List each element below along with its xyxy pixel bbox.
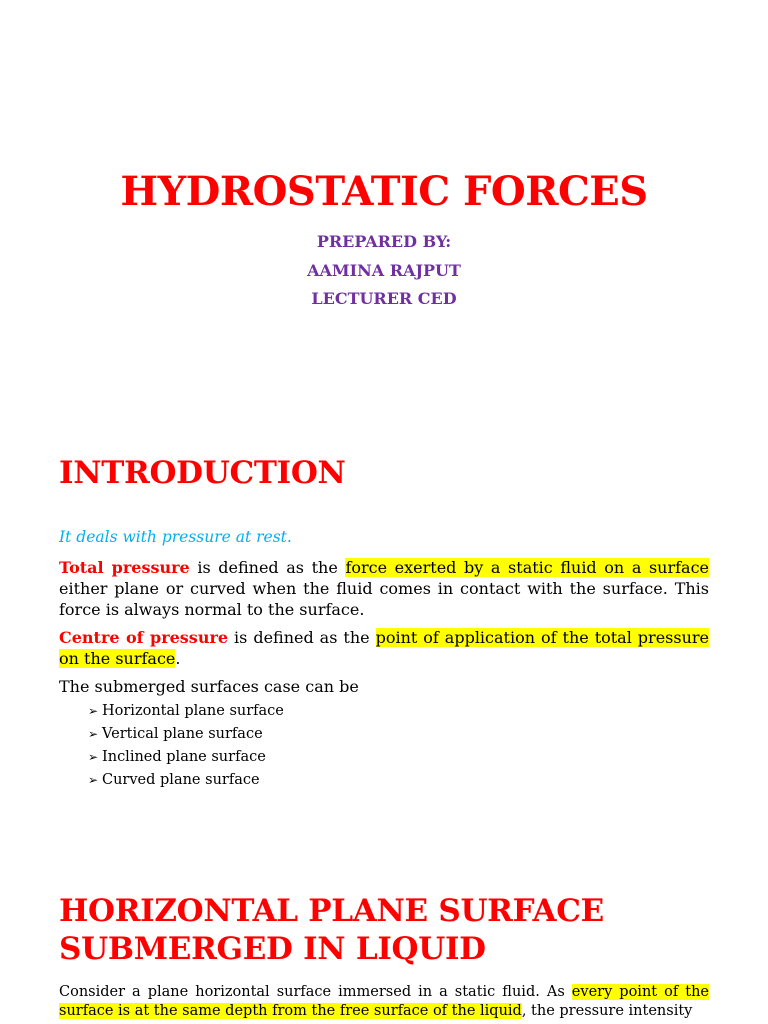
horizontal-text-post: , the pressure intensity: [521, 1003, 693, 1019]
centre-pressure-highlight: point of application of the total pressure on the surface: [59, 628, 710, 668]
horizontal-surface-heading: HORIZONTAL PLANE SURFACE SUBMERGED IN LIQUID: [59, 893, 604, 967]
total-pressure-text-post: either plane or curved when the fluid comes in contact with the surface. This force is always normal to the surface.: [59, 579, 709, 619]
arrowhead-bullet-icon: ➢: [88, 727, 99, 741]
author-position: LECTURER CED: [311, 289, 457, 308]
horizontal-surface-paragraph: [59, 983, 709, 1021]
total-pressure-term: Total pressure: [59, 558, 190, 577]
prepared-by-label: PREPARED BY:: [316, 232, 452, 251]
arrowhead-bullet-icon: ➢: [88, 773, 99, 787]
total-pressure-text-pre: is defined as the: [189, 558, 346, 577]
horizontal-highlight: every point of the surface is at the same depth from the free surface of the liquid: [59, 984, 709, 1019]
arrowhead-bullet-icon: ➢: [88, 704, 99, 718]
surface-cases-list: [88, 700, 284, 792]
total-pressure-highlight: force exerted by a static fluid on a surface: [345, 558, 710, 577]
surfaces-intro: The submerged surfaces case can be: [59, 677, 359, 696]
total-pressure-paragraph: [59, 557, 709, 620]
centre-pressure-text-post: .: [175, 649, 181, 668]
author-block: [0, 228, 768, 314]
document-title: HYDROSTATIC FORCES: [120, 168, 648, 215]
horizontal-text-pre: Consider a plane horizontal surface immersed in a static fluid. As: [59, 984, 572, 1000]
centre-pressure-paragraph: [59, 627, 709, 669]
centre-pressure-text-pre: is defined as the: [228, 628, 376, 647]
centre-pressure-term: Centre of pressure: [59, 628, 229, 647]
introduction-heading: INTRODUCTION: [59, 455, 346, 491]
author-name: AAMINA RAJPUT: [307, 260, 461, 280]
list-item: ➢ Horizontal plane surface: [88, 700, 284, 723]
intro-note: It deals with pressure at rest.: [59, 528, 292, 546]
list-item: ➢ Curved plane surface: [88, 769, 284, 792]
list-item: ➢ Inclined plane surface: [88, 746, 284, 769]
arrowhead-bullet-icon: ➢: [88, 750, 99, 764]
list-item: ➢ Vertical plane surface: [88, 723, 284, 746]
